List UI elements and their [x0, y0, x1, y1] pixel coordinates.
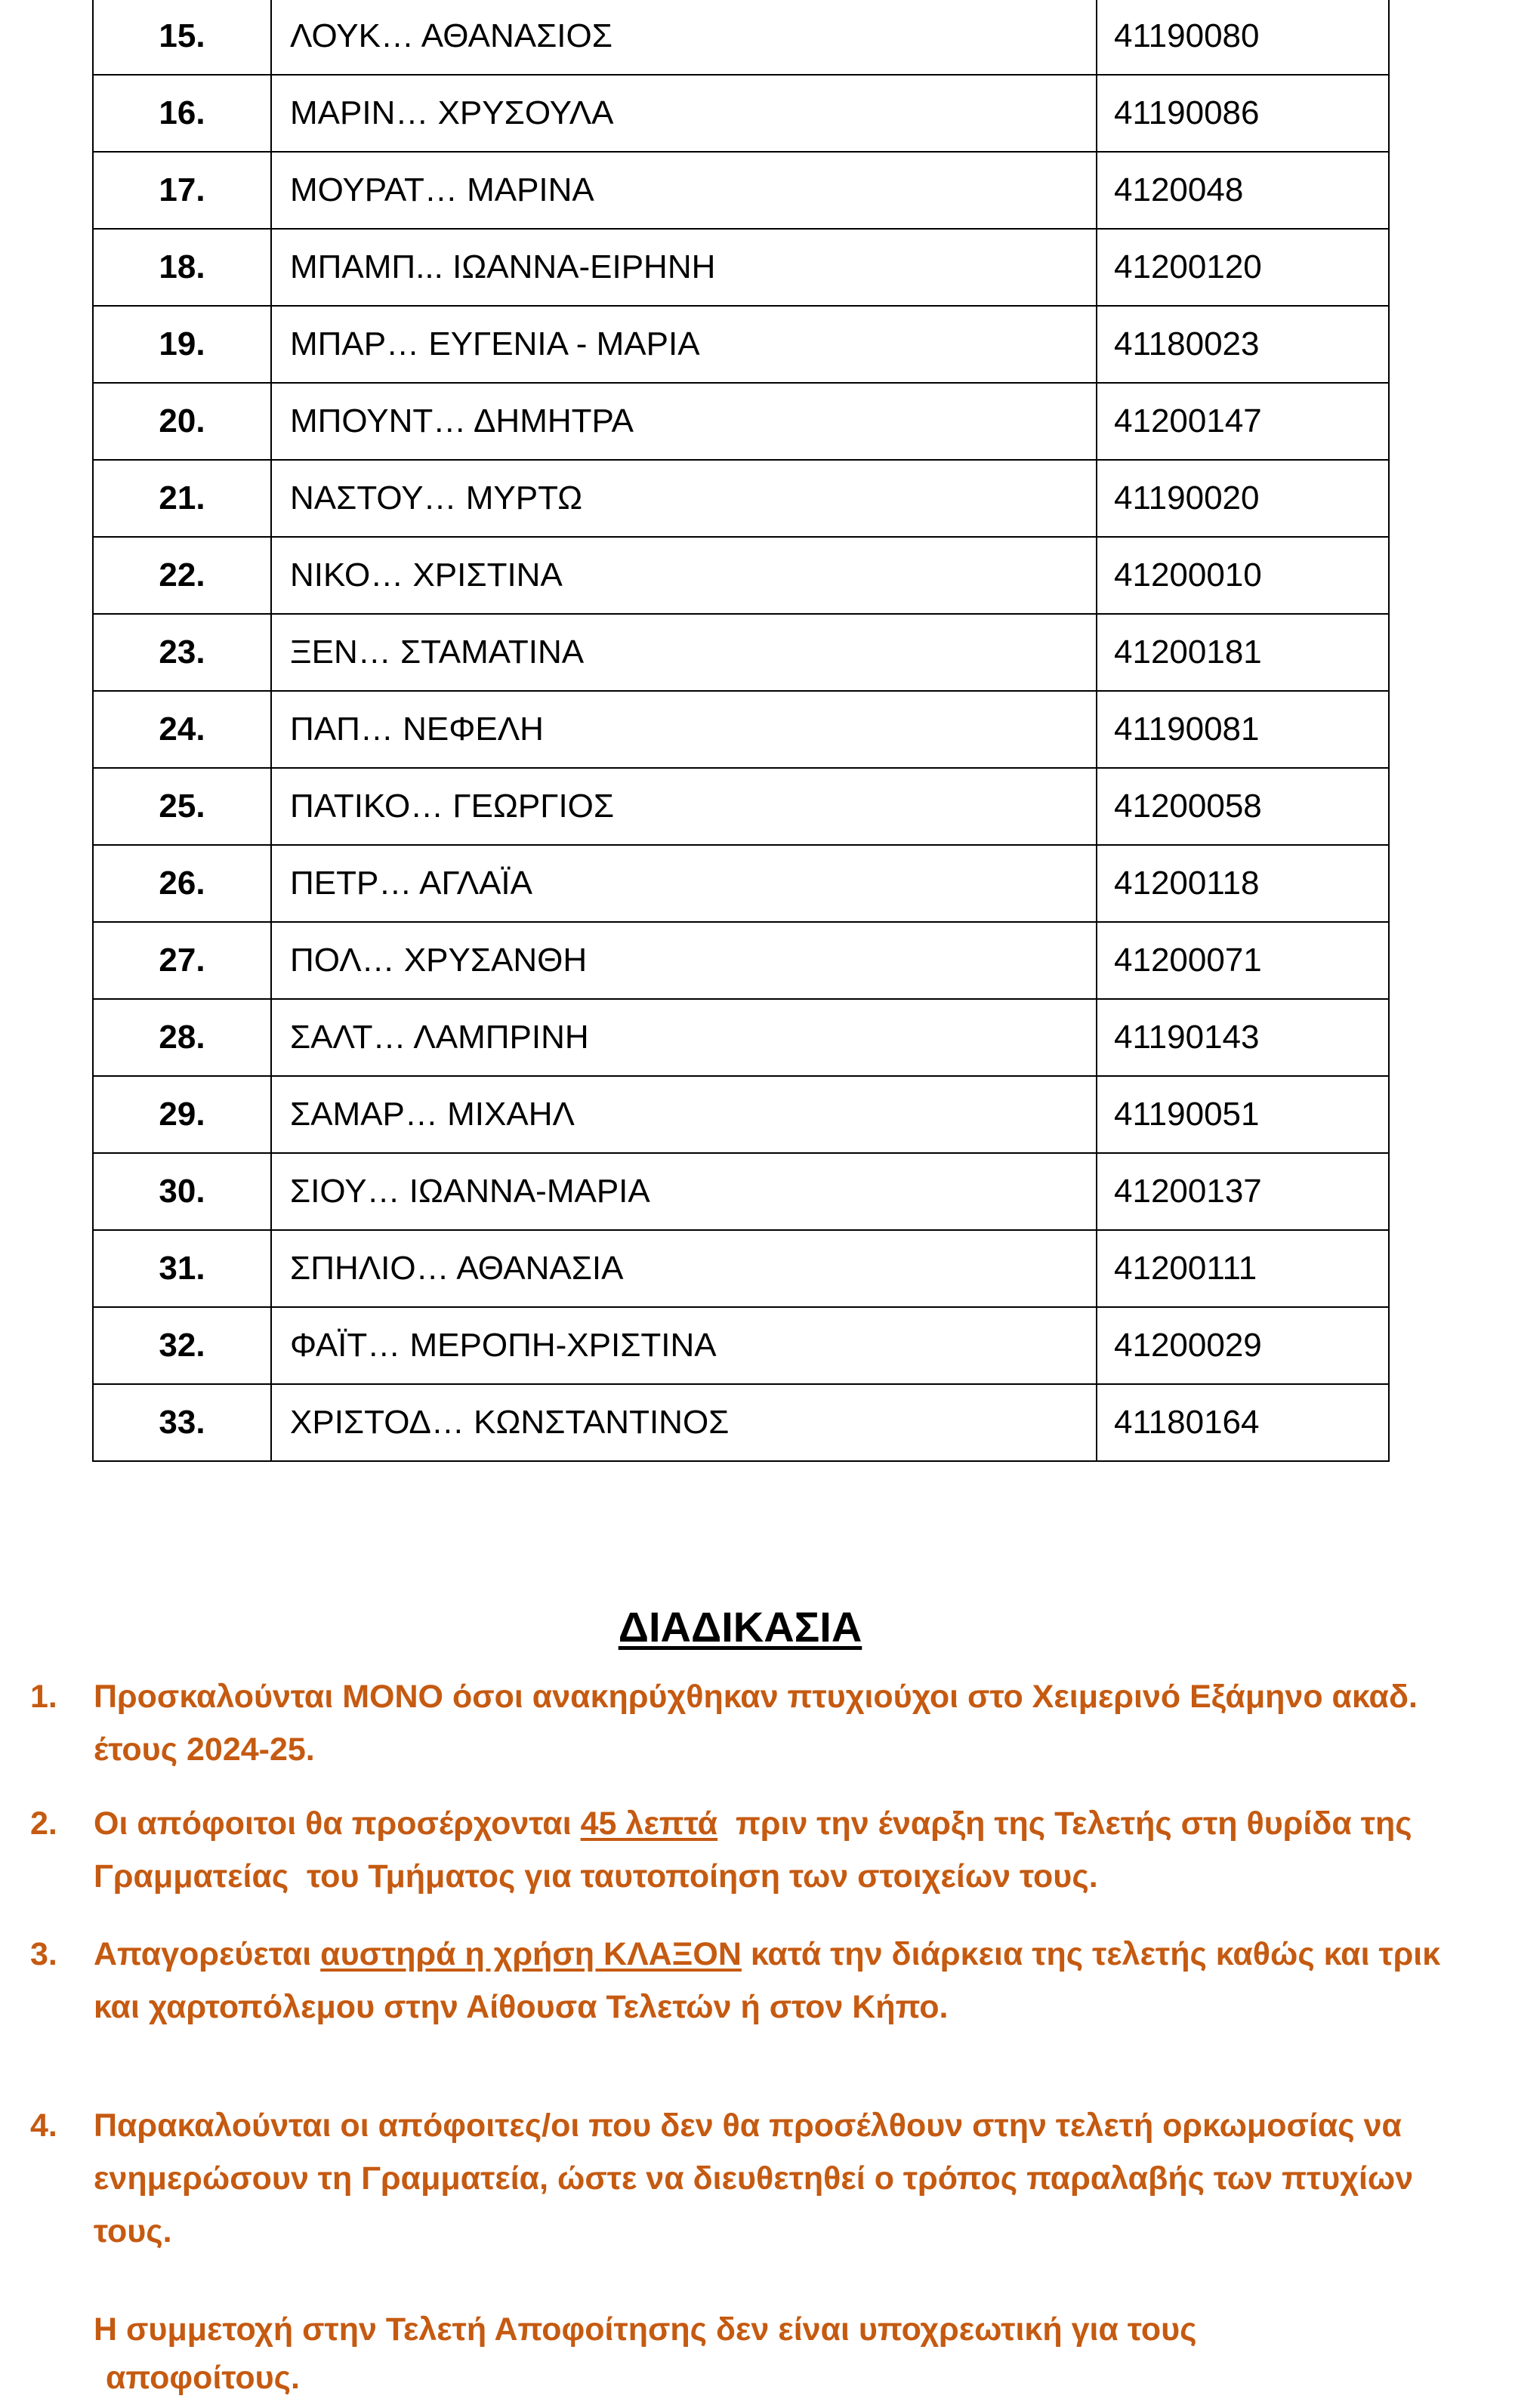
- participation-note: [94, 2305, 1453, 2402]
- table-row: [93, 229, 1389, 306]
- row-number: 28.: [93, 999, 271, 1076]
- item-text-continued: Γραμματείας του Τμήματος για ταυτοποίηση των στοιχείων τους.: [94, 1858, 1098, 1895]
- student-id: 41200058: [1097, 768, 1389, 845]
- row-number: 23.: [93, 614, 271, 691]
- item-text-continued: τους.: [94, 2213, 172, 2249]
- student-id: 41180164: [1097, 1384, 1389, 1461]
- row-number: 15.: [93, 0, 271, 75]
- procedure-item-4: [30, 2099, 1465, 2258]
- student-id: 41190081: [1097, 691, 1389, 768]
- procedure-item-3: [30, 1928, 1465, 2033]
- procedure-heading: ΔΙΑΔΙΚΑΣΙΑ: [618, 1603, 862, 1651]
- student-name: ΜΑΡΙΝ… ΧΡΥΣΟΥΛΑ: [271, 75, 1097, 152]
- table-row: [93, 1384, 1389, 1461]
- student-id: 41200181: [1097, 614, 1389, 691]
- student-id: 41190080: [1097, 0, 1389, 75]
- student-id: 4120048: [1097, 152, 1389, 229]
- table-row: [93, 691, 1389, 768]
- row-number: 31.: [93, 1230, 271, 1307]
- student-id: 41200010: [1097, 537, 1389, 614]
- table-row: [93, 383, 1389, 460]
- row-number: 32.: [93, 1307, 271, 1384]
- item-number: 1.: [30, 1679, 57, 1715]
- student-name: ΜΟΥΡΑΤ… ΜΑΡΙΝΑ: [271, 152, 1097, 229]
- row-number: 21.: [93, 460, 271, 537]
- table-row: [93, 537, 1389, 614]
- student-id: 41200120: [1097, 229, 1389, 306]
- item-text: κατά την διάρκεια της τελετής καθώς και τρικ: [741, 1936, 1441, 1972]
- table-row: [93, 1307, 1389, 1384]
- procedure-item-2: [30, 1797, 1465, 1903]
- item-text-continued: ενημερώσουν τη Γραμματεία, ώστε να διευθετηθεί ο τρόπος παραλαβής των πτυχίων: [94, 2160, 1414, 2197]
- item-number: 4.: [30, 2107, 57, 2144]
- row-number: 24.: [93, 691, 271, 768]
- student-id: 41190086: [1097, 75, 1389, 152]
- row-number: 25.: [93, 768, 271, 845]
- table-row: [93, 460, 1389, 537]
- note-line: αποφοίτους.: [106, 2360, 300, 2396]
- item-text: Οι απόφοιτοι θα προσέρχονται: [94, 1805, 581, 1842]
- table-row: [93, 614, 1389, 691]
- item-text: Προσκαλούνται ΜΟΝΟ όσοι ανακηρύχθηκαν πτυχιούχοι στο Χειμερινό Εξάμηνο ακαδ.: [94, 1679, 1418, 1715]
- student-id: 41200147: [1097, 383, 1389, 460]
- note-line: Η συμμετοχή στην Τελετή Αποφοίτησης δεν είναι υποχρεωτική για τους: [94, 2311, 1197, 2348]
- student-name: ΜΠΟΥΝΤ… ΔΗΜΗΤΡΑ: [271, 383, 1097, 460]
- table-row: [93, 1230, 1389, 1307]
- student-name: ΝΑΣΤΟΥ… ΜΥΡΤΩ: [271, 460, 1097, 537]
- table-row: [93, 0, 1389, 75]
- row-number: 26.: [93, 845, 271, 922]
- row-number: 30.: [93, 1153, 271, 1230]
- student-id: 41190051: [1097, 1076, 1389, 1153]
- item-text-continued: έτους 2024-25.: [94, 1731, 315, 1768]
- student-name: ΠΕΤΡ… ΑΓΛΑΪΑ: [271, 845, 1097, 922]
- row-number: 33.: [93, 1384, 271, 1461]
- table-row: [93, 999, 1389, 1076]
- student-id: 41190143: [1097, 999, 1389, 1076]
- item-text: Παρακαλούνται οι απόφοιτες/οι που δεν θα προσέλθουν στην τελετή ορκωμοσίας να: [94, 2107, 1402, 2144]
- student-name: ΛΟΥΚ… ΑΘΑΝΑΣΙΟΣ: [271, 0, 1097, 75]
- item-text-underlined: αυστηρά η χρήση ΚΛΑΞΟΝ: [320, 1936, 742, 1972]
- row-number: 19.: [93, 306, 271, 383]
- procedure-item-1: [30, 1670, 1465, 1776]
- graduates-table-body: [93, 0, 1389, 1461]
- table-row: [93, 152, 1389, 229]
- student-id: 41200071: [1097, 922, 1389, 999]
- student-id: 41200029: [1097, 1307, 1389, 1384]
- row-number: 27.: [93, 922, 271, 999]
- student-id: 41200118: [1097, 845, 1389, 922]
- table-row: [93, 922, 1389, 999]
- student-name: ΣΙΟΥ… ΙΩΑΝΝΑ-ΜΑΡΙΑ: [271, 1153, 1097, 1230]
- student-name: ΜΠΑΡ… ΕΥΓΕΝΙΑ - ΜΑΡΙΑ: [271, 306, 1097, 383]
- table-row: [93, 75, 1389, 152]
- student-name: ΦΑΪΤ… ΜΕΡΟΠΗ-ΧΡΙΣΤΙΝΑ: [271, 1307, 1097, 1384]
- item-text: Απαγορεύεται: [94, 1936, 321, 1972]
- graduates-table: [92, 0, 1390, 1462]
- student-id: 41200111: [1097, 1230, 1389, 1307]
- row-number: 22.: [93, 537, 271, 614]
- table-row: [93, 1076, 1389, 1153]
- student-name: ΠΑΤΙΚΟ… ΓΕΩΡΓΙΟΣ: [271, 768, 1097, 845]
- table-row: [93, 768, 1389, 845]
- student-id: 41200137: [1097, 1153, 1389, 1230]
- row-number: 16.: [93, 75, 271, 152]
- student-name: ΣΑΜΑΡ… ΜΙΧΑΗΛ: [271, 1076, 1097, 1153]
- item-number: 3.: [30, 1936, 57, 1972]
- item-text-underlined: 45 λεπτά: [580, 1805, 718, 1842]
- student-name: ΜΠΑΜΠ... ΙΩΑΝΝΑ-ΕΙΡΗΝΗ: [271, 229, 1097, 306]
- student-name: ΣΠΗΛΙΟ… ΑΘΑΝΑΣΙΑ: [271, 1230, 1097, 1307]
- item-number: 2.: [30, 1805, 57, 1842]
- student-name: ΠΟΛ… ΧΡΥΣΑΝΘΗ: [271, 922, 1097, 999]
- row-number: 17.: [93, 152, 271, 229]
- table-row: [93, 1153, 1389, 1230]
- item-text: πριν την έναρξη της Τελετής στη θυρίδα της: [717, 1805, 1412, 1842]
- student-name: ΝΙΚΟ… ΧΡΙΣΤΙΝΑ: [271, 537, 1097, 614]
- student-name: ΠΑΠ… ΝΕΦΕΛΗ: [271, 691, 1097, 768]
- student-id: 41180023: [1097, 306, 1389, 383]
- student-name: ΧΡΙΣΤΟΔ… ΚΩΝΣΤΑΝΤΙΝΟΣ: [271, 1384, 1097, 1461]
- row-number: 20.: [93, 383, 271, 460]
- row-number: 29.: [93, 1076, 271, 1153]
- item-text-continued: και χαρτοπόλεμου στην Αίθουσα Τελετών ή στον Κήπο.: [94, 1989, 949, 2025]
- table-row: [93, 845, 1389, 922]
- student-name: ΞΕΝ… ΣΤΑΜΑΤΙΝΑ: [271, 614, 1097, 691]
- student-id: 41190020: [1097, 460, 1389, 537]
- student-name: ΣΑΛΤ… ΛΑΜΠΡΙΝΗ: [271, 999, 1097, 1076]
- row-number: 18.: [93, 229, 271, 306]
- table-row: [93, 306, 1389, 383]
